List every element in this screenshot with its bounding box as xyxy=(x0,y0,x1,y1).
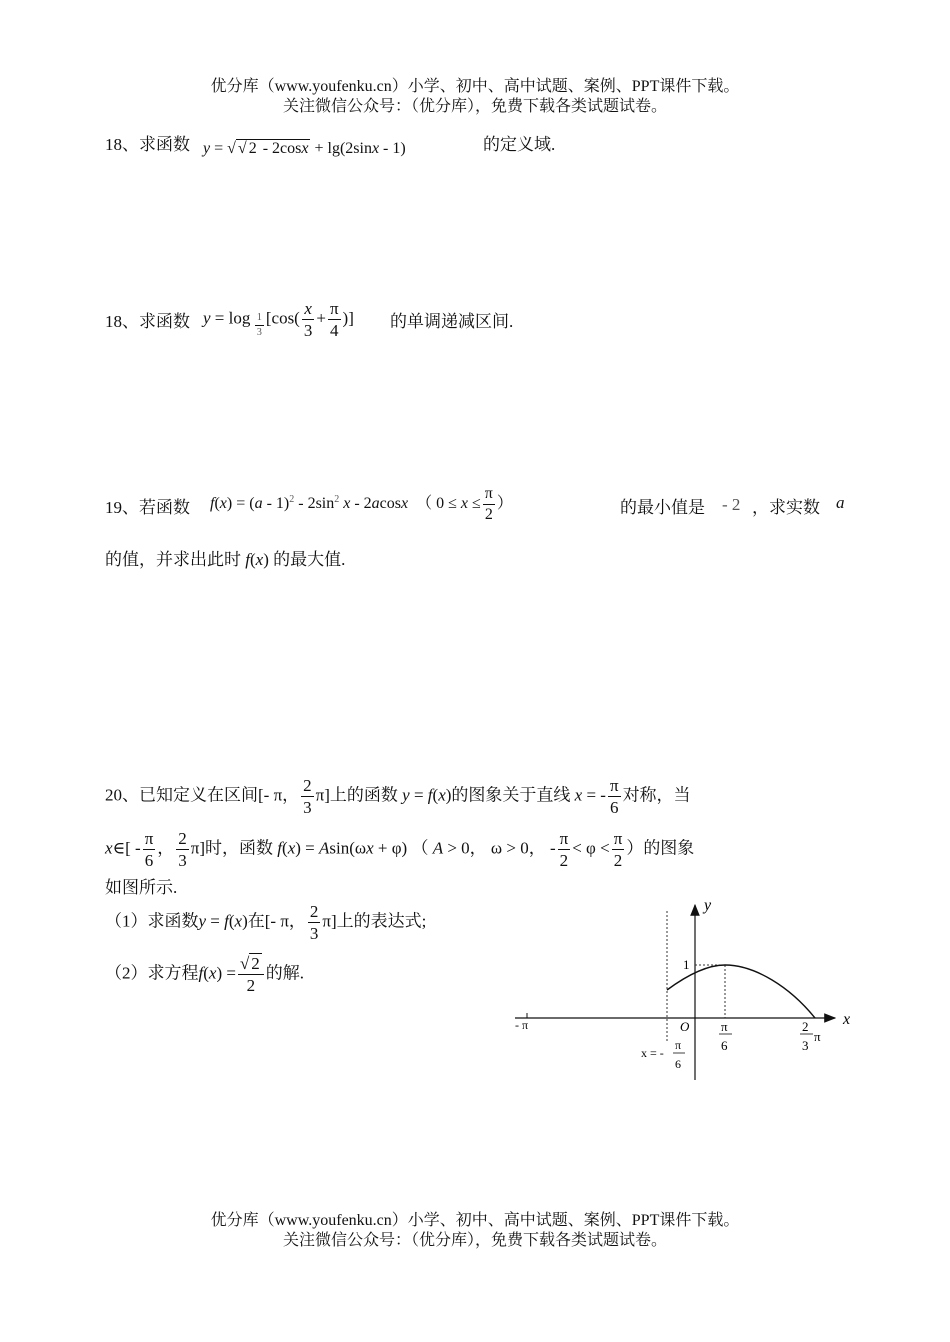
header-line-2: 关注微信公众号：（优分库），免费下载各类试题试卷。 xyxy=(282,98,667,115)
sine-curve xyxy=(667,965,815,1018)
q20-line2: x∈[ - $\frac{\pi}{6}$ ， $\frac{2}{3}$ π]时，函数 f(x) = Asin(ωx + φ) （ A > 0， ω > 0， - $\frac{\pi}{2}$ < φ < $\frac{\pi}{2}$ ）的图象 xyxy=(105,829,695,870)
q20-p2-a: （2）求方程 xyxy=(105,963,199,983)
origin-label: O xyxy=(680,1019,690,1034)
max-label: 1 xyxy=(683,957,690,972)
q18a-prefix: 18、求函数 xyxy=(105,135,190,154)
q20-t1: 上的函数 xyxy=(329,785,398,805)
q19-prefix: 19、若函数 xyxy=(105,498,190,517)
q20-p1-a: （1）求函数 xyxy=(105,911,199,931)
footer-line-1: 优分库（www.youfenku.cn）小学、初中、高中试题、案例、PPT课件下载。 xyxy=(210,1212,740,1229)
symmetry-line-label: x = - xyxy=(641,1046,664,1060)
q20-line3: 如图所示. xyxy=(105,878,178,897)
q20-p1-c: 上的表达式; xyxy=(336,911,427,931)
q20-t3: 对称，当 xyxy=(622,785,691,805)
q18b-formula: y = log $_{\frac{1}{3}}$ [cos( $\frac{x}{3}$ + $\frac{\pi}{4}$ )] xyxy=(203,299,354,340)
q19-min-value: - 2 xyxy=(722,495,741,514)
q20-part2: （2）求方程f(x) = $\frac{√ 2}{2}$ 的解. xyxy=(105,954,305,995)
tick-2pi3-den: 3 xyxy=(802,1038,809,1053)
q20-line1: 20、已知定义在区间[- π， $\frac{2}{3}$ π]上的函数 y = f(x)的图象关于直线 x = - $\frac{\pi}{6}$ 对称，当 xyxy=(105,776,691,817)
function-graph xyxy=(505,895,865,1085)
q20-t4: 时，函数 xyxy=(205,838,274,858)
question-18a xyxy=(105,130,190,155)
q20-t2: 的图象关于直线 xyxy=(451,785,571,805)
tick-2pi3-pi: π xyxy=(814,1029,821,1044)
tick-neg-pi-label: - π xyxy=(515,1018,529,1032)
y-axis-label: y xyxy=(704,897,712,914)
page-footer xyxy=(0,1211,950,1251)
symmetry-line-den: 6 xyxy=(675,1057,681,1071)
q19-line2-b: 的最大值. xyxy=(273,550,346,569)
x-axis-label: x xyxy=(843,1011,851,1028)
tick-pi6-den: 6 xyxy=(721,1038,728,1053)
q19-mid: 的最小值是 xyxy=(620,498,705,517)
q20-t5: 的图象 xyxy=(643,838,695,858)
q18a-formula: y = √ √ 2 - 2cosx + lg(2sinx - 1) xyxy=(203,140,406,157)
symmetry-line-num: π xyxy=(675,1038,682,1052)
q19-tail: ，求实数 xyxy=(752,498,820,517)
q18a-suffix: 的定义域. xyxy=(483,135,556,154)
q19-formula: $f(x) = (a - 1)^2 - 2\sin^2$ x - 2acosx （ 0 ≤ x ≤ $\frac{\pi}{2}$ ） xyxy=(210,485,513,523)
tick-pi6-num: π xyxy=(721,1019,728,1034)
q18b-suffix: 的单调递减区间. xyxy=(390,312,514,331)
header-line-1: 优分库（www.youfenku.cn）小学、初中、高中试题、案例、PPT课件下载。 xyxy=(210,78,740,95)
q20-p2-b: 的解. xyxy=(265,963,305,983)
q20-p1-b: 在 xyxy=(247,911,265,931)
q20-prefix: 20、已知定义在区间 xyxy=(105,785,258,805)
footer-line-2: 关注微信公众号：（优分库），免费下载各类试题试卷。 xyxy=(282,1232,667,1249)
page-header xyxy=(0,77,950,117)
q20-part1: （1）求函数y = f(x)在[- π， $\frac{2}{3}$ π]上的表达式; xyxy=(105,902,427,943)
tick-2pi3-num: 2 xyxy=(802,1019,809,1034)
question-18b xyxy=(105,307,190,332)
q19-line2: 的值，并求出此时 f(x) 的最大值. xyxy=(105,550,346,569)
q19-line2-a: 的值，并求出此时 xyxy=(105,550,241,569)
q19-var-a: a xyxy=(836,493,845,512)
q18b-prefix: 18、求函数 xyxy=(105,312,190,331)
